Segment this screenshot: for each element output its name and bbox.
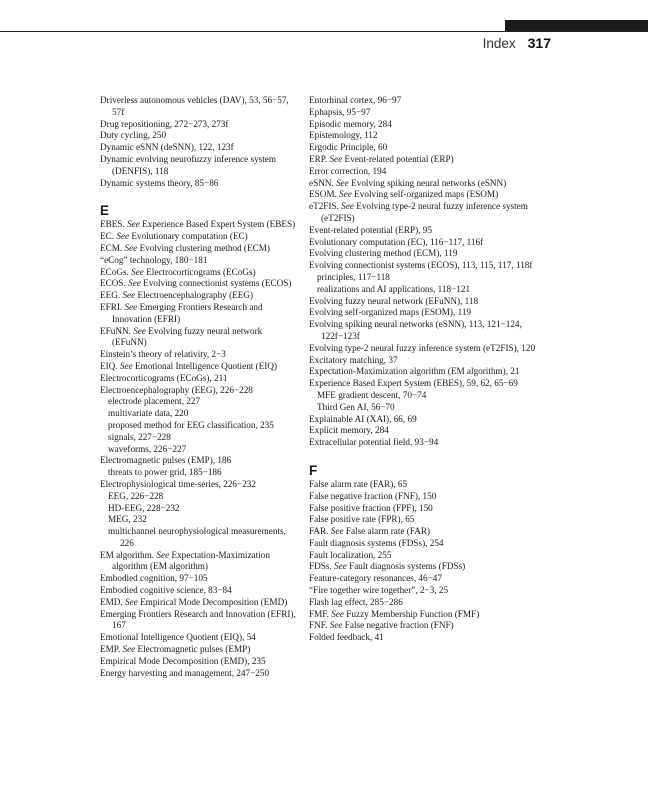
index-entry [100, 597, 296, 609]
index-entry [100, 455, 296, 467]
index-entry [309, 550, 549, 562]
entry-term: False positive fraction (FPF), 150 [309, 502, 433, 513]
entry-term: Emerging Frontiers Research and Innovation (EFRI), 167 [100, 608, 296, 631]
see-reference-label: See [329, 153, 343, 164]
index-entry [309, 119, 549, 131]
index-entry [309, 503, 549, 515]
see-reference-label: See [128, 278, 141, 289]
index-subentry [100, 526, 296, 550]
entry-term: proposed method for EEG classification, 235 [108, 419, 274, 430]
index-entry [309, 307, 549, 319]
index-column-right [309, 95, 549, 644]
entry-term: Evolving fuzzy neural network (EFuNN), 118 [309, 295, 479, 306]
entry-term: Dynamic systems theory, 85−86 [100, 177, 219, 188]
see-reference-target: Evolving fuzzy neural network (EFuNN) [112, 325, 263, 348]
index-entry [309, 620, 549, 632]
index-entry [309, 355, 549, 367]
entry-term: EFRI. [100, 301, 123, 312]
entry-term: electrode placement, 227 [108, 396, 201, 407]
entry-term: Episodic memory, 284 [309, 118, 392, 129]
index-entry [100, 219, 296, 231]
entry-term: False negative fraction (FNF), 150 [309, 490, 437, 501]
entry-term: Duty cycling, 250 [100, 130, 167, 141]
entry-term: Evolving clustering method (ECM), 119 [309, 248, 458, 259]
index-entry [309, 425, 549, 437]
see-reference-target: False negative fraction (FNF) [344, 620, 454, 631]
index-subentry [309, 272, 549, 284]
entry-term: False alarm rate (FAR), 65 [309, 478, 408, 489]
entry-term: EMD. [100, 596, 123, 607]
entry-term: ERP. [309, 153, 328, 164]
entry-term: Flash lag effect, 285−286 [309, 596, 403, 607]
index-entry [309, 130, 549, 142]
see-reference-label: See [125, 596, 138, 607]
entry-term: Emotional Intelligence Quotient (EIQ), 54 [100, 632, 256, 643]
entry-term: EIQ. [100, 360, 118, 371]
see-reference-label: See [336, 177, 349, 188]
index-entry [309, 561, 549, 573]
index-entry [100, 609, 296, 633]
index-subentry [100, 432, 296, 444]
see-reference-target: Evolving connectionist systems (ECOS) [143, 278, 292, 289]
index-entry [309, 597, 549, 609]
see-reference-label: See [122, 644, 136, 655]
entry-term: Embodied cognition, 97−105 [100, 573, 208, 584]
entry-term: Energy harvesting and management, 247−250 [100, 667, 270, 678]
index-entry [309, 378, 549, 390]
index-subentry [100, 467, 296, 479]
index-entry [100, 255, 296, 267]
entry-term: Evolving self-organized maps (ESOM), 119 [309, 307, 472, 318]
index-entry [100, 326, 296, 350]
entry-term: EBES. [100, 219, 125, 230]
entry-term: ECM. [100, 242, 123, 253]
see-reference-target: Fault diagnosis systems (FDSs) [349, 561, 466, 572]
entry-term: eSNN. [309, 177, 334, 188]
entry-term: Epistemology, 112 [309, 130, 378, 141]
index-entry [100, 573, 296, 585]
entry-term: Dynamic evolving neurofuzzy inference system (DENFIS), 118 [100, 153, 277, 176]
index-entry [100, 385, 296, 397]
index-entry [100, 231, 296, 243]
index-subentry [100, 503, 296, 515]
index-entry [309, 107, 549, 119]
index-entry [309, 142, 549, 154]
see-reference-target: Experience Based Expert System (EBES) [142, 219, 296, 230]
entry-term: Folded feedback, 41 [309, 632, 384, 643]
index-entry [309, 343, 549, 355]
index-entry [309, 632, 549, 644]
running-head [483, 35, 551, 53]
entry-term: Electroencephalography (EEG), 226−228 [100, 384, 253, 395]
see-reference-label: See [334, 561, 347, 572]
index-subentry [100, 514, 296, 526]
entry-term: eT2FIS. [309, 201, 339, 212]
entry-term: multichannel neurophysiological measurements, 226 [108, 526, 286, 548]
see-reference-target: Emerging Frontiers Research and Innovation (EFRI) [112, 301, 263, 324]
entry-term: Driverless autonomous vehicles (DAV), 53, 56−57, 57f [100, 95, 289, 117]
entry-term: Experience Based Expert System (EBES), 59, 62, 65−69 [309, 378, 518, 389]
see-reference-target: Fuzzy Membership Function (FMF) [346, 608, 480, 619]
entry-term: Dynamic eSNN (deSNN), 122, 123f [100, 142, 234, 153]
index-entry [309, 154, 549, 166]
index-entry [309, 248, 549, 260]
entry-term: ESOM. [309, 189, 337, 200]
index-subentry [100, 491, 296, 503]
index-entry [100, 119, 296, 131]
index-entry [309, 437, 549, 449]
entry-term: ECoGs. [100, 266, 129, 277]
index-entry [100, 644, 296, 656]
entry-term: “eCog” technology, 180−181 [100, 254, 208, 265]
see-reference-label: See [127, 219, 140, 230]
index-section-letter: E [100, 203, 110, 219]
entry-term: Third Gen AI, 56−70 [317, 401, 395, 412]
entry-term: Ephapsis, 95−97 [309, 106, 371, 117]
see-reference-label: See [116, 231, 130, 242]
entry-term: EMP. [100, 644, 121, 655]
see-reference-target: Empirical Mode Decomposition (EMD) [140, 596, 288, 607]
see-reference-target: Evolving clustering method (ECM) [139, 242, 270, 253]
header-bar [505, 20, 648, 31]
entry-term: FAR. [309, 526, 329, 537]
index-subentry [100, 444, 296, 456]
entry-term: Feature-category resonances, 46−47 [309, 573, 442, 584]
index-entry [309, 366, 549, 378]
entry-term: MFE gradient descent, 70−74 [317, 389, 427, 400]
see-reference-label: See [133, 325, 146, 336]
entry-term: EM algorithm. [100, 549, 155, 560]
entry-term: multivariate data, 220 [108, 408, 189, 419]
index-entry [309, 237, 549, 249]
see-reference-target: Evolutionary computation (EC) [131, 231, 248, 242]
entry-term: Fault localization, 255 [309, 549, 392, 560]
entry-term: Explicit memory, 284 [309, 425, 389, 436]
see-reference-target: Evolving type-2 neural fuzzy inference system (eT2FIS) [321, 201, 528, 223]
index-entry [100, 178, 296, 190]
index-entry [309, 260, 549, 272]
entry-term: Fault diagnosis systems (FDSs), 254 [309, 537, 444, 548]
entry-term: Entorhinal cortex, 96−97 [309, 95, 402, 105]
entry-term: threats to power grid, 185−186 [108, 467, 222, 478]
entry-term: realizations and AI applications, 118−121 [317, 283, 471, 294]
entry-term: waveforms, 226−227 [108, 443, 187, 454]
entry-term: False positive rate (FPR), 65 [309, 514, 415, 525]
index-entry [100, 278, 296, 290]
entry-term: ECOS. [100, 278, 126, 289]
see-reference-target: Electroencephalography (EEG) [137, 290, 254, 301]
index-entry [309, 609, 549, 621]
entry-term: Einstein’s theory of relativity, 2−3 [100, 349, 226, 360]
see-reference-target: False alarm rate (FAR) [345, 526, 431, 537]
entry-term: FMF. [309, 608, 329, 619]
index-entry [309, 585, 549, 597]
index-subentry [100, 408, 296, 420]
header-rule [0, 31, 648, 32]
see-reference-label: See [341, 201, 354, 212]
index-entry [100, 585, 296, 597]
index-entry [309, 225, 549, 237]
see-reference-label: See [124, 301, 138, 312]
index-subentry [309, 402, 549, 414]
index-subentry [100, 396, 296, 408]
index-entry [309, 201, 549, 225]
entry-term: HD-EEG, 228−232 [108, 502, 180, 513]
entry-term: EFuNN. [100, 325, 131, 336]
see-reference-label: See [329, 620, 343, 631]
index-column-left [100, 95, 296, 679]
see-reference-target: Emotional Intelligence Quotient (EIQ) [134, 360, 278, 371]
see-reference-target: Evolving self-organized maps (ESOM) [354, 189, 499, 200]
entry-term: FNF. [309, 620, 328, 631]
entry-term: Evolving spiking neural networks (eSNN), 113, 121−124, 122f−123f [309, 319, 522, 341]
index-subentry [309, 390, 549, 402]
see-reference-target: Electromagnetic pulses (EMP) [137, 644, 251, 655]
index-entry [309, 166, 549, 178]
index-entry [100, 267, 296, 279]
index-entry [100, 154, 296, 178]
entry-term: Electrocorticograms (ECoGs), 211 [100, 372, 228, 383]
entry-term: Extracellular potential field, 93−94 [309, 437, 439, 448]
see-reference-label: See [339, 189, 352, 200]
entry-term: MEG, 232 [108, 514, 147, 525]
entry-term: Evolving connectionist systems (ECOS), 113, 115, 117, 118f [309, 260, 533, 271]
index-entry [100, 290, 296, 302]
entry-term: Evolutionary computation (EC), 116−117, 116f [309, 236, 484, 247]
index-entry [100, 349, 296, 361]
see-reference-target: Event-related potential (ERP) [344, 153, 454, 164]
index-entry [309, 526, 549, 538]
index-entry [100, 656, 296, 668]
index-entry [100, 130, 296, 142]
entry-term: Evolving type-2 neural fuzzy inference system (eT2FIS), 120 [309, 342, 536, 353]
see-reference-label: See [124, 242, 138, 253]
see-reference-label: See [119, 360, 133, 371]
entry-term: FDSs. [309, 561, 332, 572]
index-entry [309, 189, 549, 201]
index-entry [309, 296, 549, 308]
index-entry [100, 361, 296, 373]
entry-term: Electrophysiological time-series, 226−232 [100, 478, 256, 489]
index-entry [309, 573, 549, 585]
index-entry [309, 491, 549, 503]
see-reference-label: See [131, 266, 144, 277]
entry-term: Ergodic Principle, 60 [309, 142, 388, 153]
entry-term: EEG, 226−228 [108, 490, 164, 501]
entry-term: signals, 227−228 [108, 431, 171, 442]
see-reference-label: See [330, 526, 344, 537]
entry-term: “Fire together wire together”, 2−3, 25 [309, 585, 449, 596]
index-entry [309, 414, 549, 426]
see-reference-label: See [156, 549, 170, 560]
see-reference-target: Evolving spiking neural networks (eSNN) [351, 177, 507, 188]
entry-term: Empirical Mode Decomposition (EMD), 235 [100, 655, 266, 666]
entry-term: Drug repositioning, 272−273, 273f [100, 118, 229, 129]
index-entry [309, 479, 549, 491]
index-entry [100, 632, 296, 644]
index-entry [100, 668, 296, 680]
index-entry [100, 550, 296, 574]
entry-term: Event-related potential (ERP), 95 [309, 224, 432, 235]
index-entry [309, 178, 549, 190]
entry-term: principles, 117−118 [317, 271, 390, 282]
see-reference-label: See [122, 290, 136, 301]
index-section-letter: F [309, 462, 318, 478]
see-reference-target: Expectation-Maximization algorithm (EM algorithm) [112, 549, 270, 572]
index-entry [309, 319, 549, 343]
index-entry [100, 479, 296, 491]
index-entry [100, 302, 296, 326]
index-entry [100, 373, 296, 385]
entry-term: Electromagnetic pulses (EMP), 186 [100, 455, 232, 466]
entry-term: EEG. [100, 290, 121, 301]
entry-term: Explainable AI (XAI), 66, 69 [309, 413, 417, 424]
see-reference-target: Electrocorticograms (ECoGs) [146, 266, 256, 277]
index-entry [100, 243, 296, 255]
index-subentry [309, 284, 549, 296]
index-entry [309, 514, 549, 526]
index-entry [309, 95, 549, 107]
index-entry [100, 142, 296, 154]
index-entry [309, 538, 549, 550]
index-subentry [100, 420, 296, 432]
see-reference-label: See [331, 608, 344, 619]
entry-term: Excitatory matching, 37 [309, 354, 398, 365]
entry-term: Error correction, 194 [309, 165, 387, 176]
section-label: Index [482, 36, 516, 51]
entry-term: Embodied cognitive science, 83−84 [100, 585, 232, 596]
page-number: 317 [527, 35, 551, 51]
index-entry [100, 95, 296, 119]
entry-term: EC. [100, 231, 115, 242]
entry-term: Expectation-Maximization algorithm (EM algorithm), 21 [309, 366, 520, 377]
